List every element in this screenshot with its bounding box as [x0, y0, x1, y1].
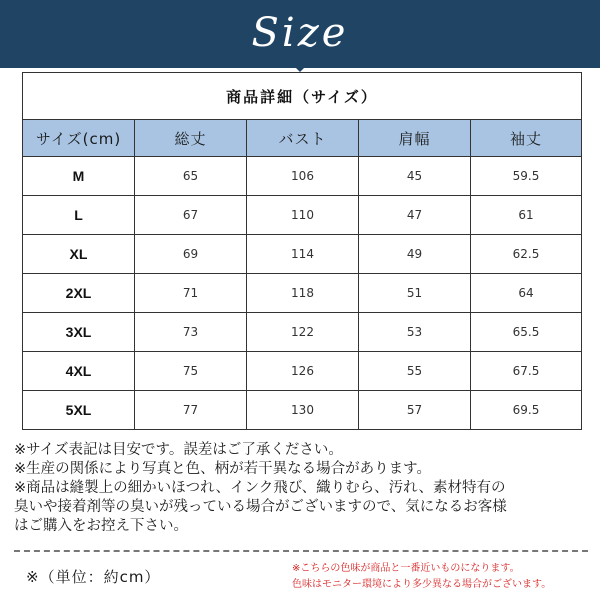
sleeve-value: 69.5 [471, 391, 582, 430]
column-header-length: 総丈 [135, 120, 247, 157]
sleeve-value: 59.5 [471, 157, 582, 196]
note-line: ※生産の関係により写真と色、柄が若干異なる場合があります。 [14, 461, 431, 477]
color-note-line: 色味はモニター環境により多少異なる場合がございます。 [292, 579, 552, 590]
column-header-sleeve: 袖丈 [471, 120, 582, 157]
unit-note: ※（単位：約cm） [26, 568, 161, 586]
sleeve-value: 67.5 [471, 352, 582, 391]
sleeve-value: 64 [471, 274, 582, 313]
dashed-divider [14, 550, 588, 552]
table-row [23, 274, 582, 313]
color-disclaimer [292, 561, 592, 593]
size-label: XL [23, 235, 135, 274]
length-value: 71 [135, 274, 247, 313]
table-caption: 商品詳細（サイズ） [23, 73, 582, 120]
length-value: 65 [135, 157, 247, 196]
length-value: 73 [135, 313, 247, 352]
notes-section [14, 441, 588, 536]
shoulder-value: 57 [359, 391, 471, 430]
color-note-line: ※こちらの色味が商品と一番近いものになります。 [292, 563, 520, 574]
bust-value: 130 [247, 391, 359, 430]
size-label: 3XL [23, 313, 135, 352]
bust-value: 110 [247, 196, 359, 235]
size-label: 5XL [23, 391, 135, 430]
sleeve-value: 62.5 [471, 235, 582, 274]
table-row [23, 196, 582, 235]
table-row [23, 352, 582, 391]
size-label: L [23, 196, 135, 235]
sleeve-value: 65.5 [471, 313, 582, 352]
size-label: 4XL [23, 352, 135, 391]
note-line: 臭いや接着剤等の臭いが残っている場合がございますので、気になるお客様 [14, 499, 507, 515]
size-table [22, 72, 582, 430]
column-header-shoulder: 肩幅 [359, 120, 471, 157]
sleeve-value: 61 [471, 196, 582, 235]
table-header-row [23, 120, 582, 157]
table-row [23, 157, 582, 196]
bust-value: 126 [247, 352, 359, 391]
column-header-size: サイズ(cm) [23, 120, 135, 157]
bust-value: 122 [247, 313, 359, 352]
shoulder-value: 47 [359, 196, 471, 235]
shoulder-value: 51 [359, 274, 471, 313]
bust-value: 114 [247, 235, 359, 274]
page-title: Size [251, 10, 349, 56]
length-value: 75 [135, 352, 247, 391]
shoulder-value: 53 [359, 313, 471, 352]
note-line: ※商品は縫製上の細かいほつれ、インク飛び、織りむら、汚れ、素材特有の [14, 480, 506, 496]
length-value: 77 [135, 391, 247, 430]
shoulder-value: 45 [359, 157, 471, 196]
table-row [23, 391, 582, 430]
shoulder-value: 55 [359, 352, 471, 391]
shoulder-value: 49 [359, 235, 471, 274]
length-value: 69 [135, 235, 247, 274]
table-row [23, 313, 582, 352]
bust-value: 118 [247, 274, 359, 313]
bust-value: 106 [247, 157, 359, 196]
column-header-bust: バスト [247, 120, 359, 157]
size-label: 2XL [23, 274, 135, 313]
note-line: ※サイズ表記は目安です。誤差はご了承ください。 [14, 442, 343, 458]
length-value: 67 [135, 196, 247, 235]
size-label: M [23, 157, 135, 196]
header-notch [286, 58, 314, 72]
table-row [23, 235, 582, 274]
note-line: はご購入をお控え下さい。 [14, 518, 188, 534]
